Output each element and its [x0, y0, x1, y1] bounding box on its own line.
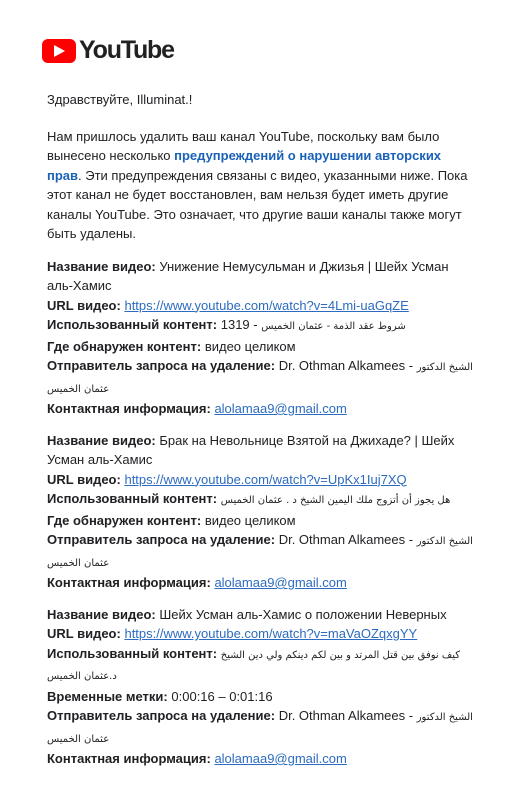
- used-content-label: Использованный контент:: [47, 317, 218, 332]
- used-content-label: Использованный контент:: [47, 491, 218, 506]
- video-url-link[interactable]: https://www.youtube.com/watch?v=4Lmi-uaGqZE: [124, 297, 409, 313]
- used-content-arabic: كيف نوفق بين قتل المرتد و بين لكم دينكم ولي دين الشيخ د.عثمان الخميس: [47, 649, 461, 682]
- requester-name: Dr. Othman Alkamees -: [278, 532, 414, 547]
- video-block-1: [47, 257, 477, 419]
- requester-row: [47, 706, 477, 749]
- video-title: Брак на Невольнице Взятой на Джихаде? | Шейх Усман аль-Хамис: [47, 432, 455, 467]
- contact-email-link[interactable]: alolamaa9@gmail.com: [214, 751, 347, 766]
- where-found-label: Где обнаружен контент:: [47, 338, 202, 354]
- used-content-label: Использованный контент:: [47, 645, 218, 661]
- video-title-label: Название видео:: [47, 258, 156, 274]
- contact-email-link[interactable]: alolamaa9@gmail.com: [214, 401, 347, 416]
- contact-label: Контактная информация:: [47, 401, 211, 416]
- contact-row: [47, 573, 477, 593]
- play-icon: [42, 39, 76, 63]
- contact-row: [47, 399, 477, 419]
- used-content-arabic: شروط عقد الذمة - عثمان الخميس: [261, 321, 406, 332]
- logo-text: YouTube: [79, 36, 174, 64]
- video-title-row: [47, 431, 477, 470]
- video-url-label: URL видео:: [47, 626, 121, 641]
- requester-label: Отправитель запроса на удаление:: [47, 708, 276, 723]
- requester-label: Отправитель запроса на удаление:: [47, 532, 276, 547]
- video-url-link[interactable]: https://www.youtube.com/watch?v=maVaOZqxgYY: [124, 626, 418, 641]
- requester-name: Dr. Othman Alkamees -: [278, 358, 414, 373]
- intro-paragraph: [47, 127, 477, 244]
- intro-text-after: . Эти предупреждения связаны с видео, указанными ниже. Пока этот канал не будет восстановлен, вам нельзя будет иметь другие каналы YouTube. Это означает, что другие ваши каналы также могут быть удалены.: [47, 167, 468, 241]
- intro-text-before: Нам пришлось удалить ваш канал YouTube, поскольку вам было вынесено несколько: [47, 128, 440, 163]
- video-url-label: URL видео:: [47, 471, 121, 487]
- timestamps-value: 0:00:16 – 0:01:16: [171, 688, 273, 704]
- video-title: Шейх Усман аль-Хамис о положении Неверных: [159, 606, 447, 622]
- requester-row: [47, 356, 477, 399]
- video-block-2: [47, 431, 477, 593]
- video-url-link[interactable]: https://www.youtube.com/watch?v=UpKx1Iuj7XQ: [124, 471, 407, 487]
- used-content-row: [47, 644, 477, 687]
- youtube-logo: [42, 36, 174, 65]
- where-found-label: Где обнаружен контент:: [47, 512, 202, 528]
- requester-row: [47, 530, 477, 573]
- video-title-label: Название видео:: [47, 432, 156, 448]
- greeting: Здравствуйте, Illuminat.!: [47, 92, 193, 107]
- copyright-strikes-link[interactable]: предупреждений о нарушении авторских прав: [47, 148, 442, 183]
- video-title-label: Название видео:: [47, 606, 156, 622]
- where-found-value: видео целиком: [204, 338, 296, 354]
- video-title-row: [47, 605, 477, 625]
- contact-label: Контактная информация:: [47, 751, 211, 766]
- contact-row: [47, 749, 477, 769]
- requester-label: Отправитель запроса на удаление:: [47, 358, 276, 373]
- used-content-arabic: هل يجوز أن أتزوج ملك اليمين الشيخ د . عثمان الخميس: [220, 495, 451, 506]
- video-title-row: [47, 257, 477, 296]
- video-url-row: [47, 624, 477, 644]
- video-url-row: [47, 296, 477, 316]
- requester-name: Dr. Othman Alkamees -: [278, 708, 414, 723]
- timestamps-row: [47, 687, 477, 707]
- contact-label: Контактная информация:: [47, 575, 211, 590]
- contact-email-link[interactable]: alolamaa9@gmail.com: [214, 575, 347, 590]
- where-found-row: [47, 337, 477, 357]
- video-block-3: [47, 605, 477, 769]
- requester-arabic: الشيخ الدكتور عثمان الخميس: [47, 712, 473, 745]
- used-content-row: [47, 315, 477, 337]
- video-url-row: [47, 470, 477, 490]
- email-body: [47, 90, 477, 781]
- video-url-label: URL видео:: [47, 297, 121, 313]
- timestamps-label: Временные метки:: [47, 688, 168, 704]
- where-found-row: [47, 511, 477, 531]
- requester-arabic: الشيخ الدكتور عثمان الخميس: [47, 536, 473, 569]
- used-content-prefix: 1319 -: [220, 317, 258, 332]
- where-found-value: видео целиком: [204, 512, 296, 528]
- requester-arabic: الشيخ الدكتور عثمان الخميس: [47, 362, 473, 395]
- used-content-row: [47, 489, 477, 511]
- video-title: Унижение Немусульман и Джизья | Шейх Усман аль-Хамис: [47, 258, 449, 293]
